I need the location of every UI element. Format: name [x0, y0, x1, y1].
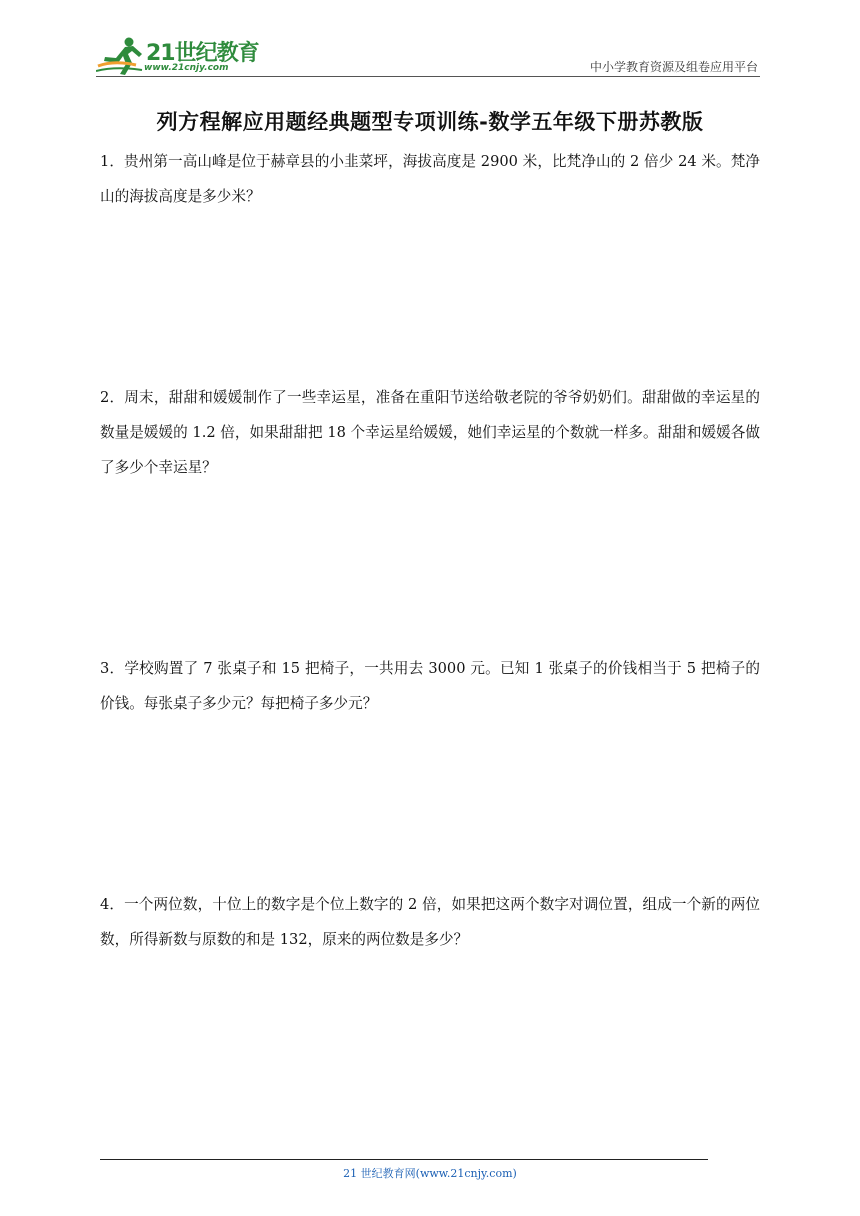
question-4: 4．一个两位数，十位上的数字是个位上数字的 2 倍，如果把这两个数字对调位置，组成一个新的两位数，所得新数与原数的和是 132，原来的两位数是多少？ [100, 896, 760, 948]
page-header [96, 34, 760, 80]
page-title: 列方程解应用题经典题型专项训练-数学五年级下册苏教版 [156, 110, 704, 134]
logo-brand-text: 21世纪教育 [146, 41, 259, 66]
question-2: 2．周末，甜甜和媛媛制作了一些幸运星，准备在重阳节送给敬老院的爷爷奶奶们。甜甜做的幸运星的数量是媛媛的 1.2 倍，如果甜甜把 18 个幸运星给媛媛，她们幸运星的个数就一样多。甜甜和媛媛各做了多少个幸运星？ [100, 389, 760, 476]
site-logo[interactable] [96, 34, 266, 80]
platform-tagline: 中小学教育资源及组卷应用平台 [589, 60, 758, 74]
runner-logo-icon [96, 36, 146, 76]
logo-url-text: www.21cnjy.com [144, 63, 229, 73]
question-3: 3．学校购置了 7 张桌子和 15 把椅子，一共用去 3000 元。已知 1 张桌子的价钱相当于 5 把椅子的价钱。每张桌子多少元？每把椅子多少元？ [100, 660, 760, 712]
question-1: 1．贵州第一高山峰是位于赫章县的小韭菜坪，海拔高度是 2900 米，比梵净山的 2 倍少 24 米。梵净山的海拔高度是多少米？ [100, 153, 760, 205]
footer-divider [100, 1159, 708, 1160]
footer-link[interactable]: 21 世纪教育网(www.21cnjy.com) [343, 1167, 517, 1180]
header-divider [96, 76, 760, 77]
